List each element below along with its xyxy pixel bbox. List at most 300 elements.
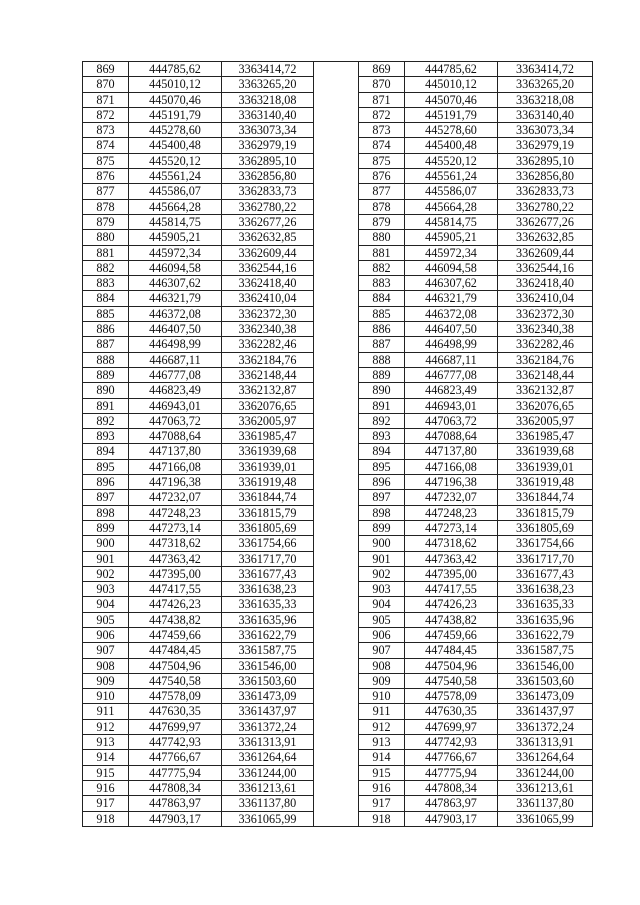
left-x-coordinate-cell: 445010,12 bbox=[129, 77, 222, 92]
left-point-number-cell: 918 bbox=[83, 811, 129, 826]
right-x-coordinate-cell: 447775,94 bbox=[405, 765, 498, 780]
table-row bbox=[83, 475, 593, 490]
column-gap bbox=[314, 245, 359, 260]
right-point-number-cell: 898 bbox=[359, 505, 405, 520]
right-x-coordinate-cell: 446372,08 bbox=[405, 306, 498, 321]
column-gap bbox=[314, 566, 359, 581]
column-gap bbox=[314, 62, 359, 77]
right-y-coordinate-cell: 3361244,00 bbox=[498, 765, 593, 780]
table-row bbox=[83, 337, 593, 352]
left-x-coordinate-cell: 445070,46 bbox=[129, 92, 222, 107]
right-point-number-cell: 881 bbox=[359, 245, 405, 260]
left-point-number-cell: 877 bbox=[83, 184, 129, 199]
left-y-coordinate-cell: 3362005,97 bbox=[222, 413, 314, 428]
table-row bbox=[83, 490, 593, 505]
right-point-number-cell: 874 bbox=[359, 138, 405, 153]
left-y-coordinate-cell: 3362677,26 bbox=[222, 214, 314, 229]
left-x-coordinate-cell: 447318,62 bbox=[129, 536, 222, 551]
right-point-number-cell: 900 bbox=[359, 536, 405, 551]
column-gap bbox=[314, 520, 359, 535]
left-y-coordinate-cell: 3361372,24 bbox=[222, 719, 314, 734]
left-y-coordinate-cell: 3361754,66 bbox=[222, 536, 314, 551]
right-y-coordinate-cell: 3361844,74 bbox=[498, 490, 593, 505]
table-row bbox=[83, 673, 593, 688]
right-y-coordinate-cell: 3361717,70 bbox=[498, 551, 593, 566]
left-point-number-cell: 869 bbox=[83, 62, 129, 77]
table-row bbox=[83, 566, 593, 581]
right-point-number-cell: 871 bbox=[359, 92, 405, 107]
left-point-number-cell: 885 bbox=[83, 306, 129, 321]
left-x-coordinate-cell: 447273,14 bbox=[129, 520, 222, 535]
table-row bbox=[83, 77, 593, 92]
left-y-coordinate-cell: 3361939,01 bbox=[222, 459, 314, 474]
left-x-coordinate-cell: 446407,50 bbox=[129, 322, 222, 337]
left-y-coordinate-cell: 3361587,75 bbox=[222, 643, 314, 658]
right-point-number-cell: 906 bbox=[359, 627, 405, 642]
left-point-number-cell: 891 bbox=[83, 398, 129, 413]
left-point-number-cell: 895 bbox=[83, 459, 129, 474]
table-row bbox=[83, 169, 593, 184]
left-point-number-cell: 881 bbox=[83, 245, 129, 260]
column-gap bbox=[314, 459, 359, 474]
left-y-coordinate-cell: 3362418,40 bbox=[222, 276, 314, 291]
right-y-coordinate-cell: 3362076,65 bbox=[498, 398, 593, 413]
table-row bbox=[83, 291, 593, 306]
left-x-coordinate-cell: 447459,66 bbox=[129, 627, 222, 642]
right-y-coordinate-cell: 3362632,85 bbox=[498, 230, 593, 245]
right-y-coordinate-cell: 3362895,10 bbox=[498, 153, 593, 168]
right-y-coordinate-cell: 3361437,97 bbox=[498, 704, 593, 719]
right-x-coordinate-cell: 446943,01 bbox=[405, 398, 498, 413]
right-y-coordinate-cell: 3361137,80 bbox=[498, 796, 593, 811]
right-y-coordinate-cell: 3362609,44 bbox=[498, 245, 593, 260]
left-x-coordinate-cell: 446687,11 bbox=[129, 352, 222, 367]
right-y-coordinate-cell: 3361372,24 bbox=[498, 719, 593, 734]
left-x-coordinate-cell: 447540,58 bbox=[129, 673, 222, 688]
column-gap bbox=[314, 184, 359, 199]
left-y-coordinate-cell: 3362076,65 bbox=[222, 398, 314, 413]
left-y-coordinate-cell: 3361919,48 bbox=[222, 475, 314, 490]
right-y-coordinate-cell: 3361065,99 bbox=[498, 811, 593, 826]
right-x-coordinate-cell: 446498,99 bbox=[405, 337, 498, 352]
left-x-coordinate-cell: 447578,09 bbox=[129, 689, 222, 704]
left-point-number-cell: 898 bbox=[83, 505, 129, 520]
right-y-coordinate-cell: 3362780,22 bbox=[498, 199, 593, 214]
right-point-number-cell: 883 bbox=[359, 276, 405, 291]
right-point-number-cell: 901 bbox=[359, 551, 405, 566]
left-x-coordinate-cell: 445905,21 bbox=[129, 230, 222, 245]
table-row bbox=[83, 230, 593, 245]
right-y-coordinate-cell: 3362418,40 bbox=[498, 276, 593, 291]
right-x-coordinate-cell: 447742,93 bbox=[405, 735, 498, 750]
right-y-coordinate-cell: 3361677,43 bbox=[498, 566, 593, 581]
right-point-number-cell: 897 bbox=[359, 490, 405, 505]
table-row bbox=[83, 582, 593, 597]
right-y-coordinate-cell: 3361815,79 bbox=[498, 505, 593, 520]
left-point-number-cell: 917 bbox=[83, 796, 129, 811]
left-x-coordinate-cell: 447775,94 bbox=[129, 765, 222, 780]
column-gap bbox=[314, 398, 359, 413]
column-gap bbox=[314, 536, 359, 551]
left-x-coordinate-cell: 447903,17 bbox=[129, 811, 222, 826]
right-point-number-cell: 909 bbox=[359, 673, 405, 688]
left-x-coordinate-cell: 446777,08 bbox=[129, 367, 222, 382]
right-point-number-cell: 899 bbox=[359, 520, 405, 535]
column-gap bbox=[314, 490, 359, 505]
column-gap bbox=[314, 780, 359, 795]
column-gap bbox=[314, 306, 359, 321]
right-x-coordinate-cell: 447137,80 bbox=[405, 444, 498, 459]
column-gap bbox=[314, 551, 359, 566]
left-y-coordinate-cell: 3362833,73 bbox=[222, 184, 314, 199]
right-point-number-cell: 888 bbox=[359, 352, 405, 367]
left-x-coordinate-cell: 447137,80 bbox=[129, 444, 222, 459]
right-x-coordinate-cell: 447630,35 bbox=[405, 704, 498, 719]
right-x-coordinate-cell: 445664,28 bbox=[405, 199, 498, 214]
left-point-number-cell: 886 bbox=[83, 322, 129, 337]
left-y-coordinate-cell: 3361473,09 bbox=[222, 689, 314, 704]
column-gap bbox=[314, 107, 359, 122]
right-y-coordinate-cell: 3362132,87 bbox=[498, 383, 593, 398]
right-point-number-cell: 918 bbox=[359, 811, 405, 826]
table-row bbox=[83, 260, 593, 275]
right-point-number-cell: 910 bbox=[359, 689, 405, 704]
left-y-coordinate-cell: 3363265,20 bbox=[222, 77, 314, 92]
column-gap bbox=[314, 658, 359, 673]
left-y-coordinate-cell: 3362856,80 bbox=[222, 169, 314, 184]
right-y-coordinate-cell: 3363140,40 bbox=[498, 107, 593, 122]
right-y-coordinate-cell: 3361805,69 bbox=[498, 520, 593, 535]
right-x-coordinate-cell: 447273,14 bbox=[405, 520, 498, 535]
column-gap bbox=[314, 153, 359, 168]
left-y-coordinate-cell: 3361635,33 bbox=[222, 597, 314, 612]
table-row bbox=[83, 245, 593, 260]
table-row bbox=[83, 658, 593, 673]
left-y-coordinate-cell: 3361985,47 bbox=[222, 429, 314, 444]
right-point-number-cell: 886 bbox=[359, 322, 405, 337]
left-x-coordinate-cell: 447808,34 bbox=[129, 780, 222, 795]
right-x-coordinate-cell: 447248,23 bbox=[405, 505, 498, 520]
right-x-coordinate-cell: 445010,12 bbox=[405, 77, 498, 92]
right-x-coordinate-cell: 445905,21 bbox=[405, 230, 498, 245]
right-x-coordinate-cell: 446687,11 bbox=[405, 352, 498, 367]
right-y-coordinate-cell: 3362282,46 bbox=[498, 337, 593, 352]
left-x-coordinate-cell: 446943,01 bbox=[129, 398, 222, 413]
right-x-coordinate-cell: 447196,38 bbox=[405, 475, 498, 490]
left-x-coordinate-cell: 447438,82 bbox=[129, 612, 222, 627]
right-y-coordinate-cell: 3361919,48 bbox=[498, 475, 593, 490]
coordinate-table bbox=[82, 61, 593, 827]
left-y-coordinate-cell: 3361805,69 bbox=[222, 520, 314, 535]
table-row bbox=[83, 383, 593, 398]
right-x-coordinate-cell: 446321,79 bbox=[405, 291, 498, 306]
table-row bbox=[83, 276, 593, 291]
left-point-number-cell: 887 bbox=[83, 337, 129, 352]
column-gap bbox=[314, 169, 359, 184]
column-gap bbox=[314, 475, 359, 490]
right-x-coordinate-cell: 447438,82 bbox=[405, 612, 498, 627]
column-gap bbox=[314, 673, 359, 688]
table-row bbox=[83, 765, 593, 780]
right-y-coordinate-cell: 3362979,19 bbox=[498, 138, 593, 153]
right-y-coordinate-cell: 3361985,47 bbox=[498, 429, 593, 444]
column-gap bbox=[314, 735, 359, 750]
left-point-number-cell: 915 bbox=[83, 765, 129, 780]
left-y-coordinate-cell: 3361622,79 bbox=[222, 627, 314, 642]
left-point-number-cell: 871 bbox=[83, 92, 129, 107]
left-point-number-cell: 890 bbox=[83, 383, 129, 398]
right-y-coordinate-cell: 3361587,75 bbox=[498, 643, 593, 658]
right-x-coordinate-cell: 445400,48 bbox=[405, 138, 498, 153]
left-x-coordinate-cell: 447063,72 bbox=[129, 413, 222, 428]
left-y-coordinate-cell: 3362609,44 bbox=[222, 245, 314, 260]
left-y-coordinate-cell: 3362282,46 bbox=[222, 337, 314, 352]
right-x-coordinate-cell: 445586,07 bbox=[405, 184, 498, 199]
left-x-coordinate-cell: 445664,28 bbox=[129, 199, 222, 214]
table-row bbox=[83, 796, 593, 811]
left-x-coordinate-cell: 445191,79 bbox=[129, 107, 222, 122]
right-point-number-cell: 915 bbox=[359, 765, 405, 780]
left-y-coordinate-cell: 3361844,74 bbox=[222, 490, 314, 505]
column-gap bbox=[314, 383, 359, 398]
left-point-number-cell: 903 bbox=[83, 582, 129, 597]
left-y-coordinate-cell: 3362148,44 bbox=[222, 367, 314, 382]
left-x-coordinate-cell: 447766,67 bbox=[129, 750, 222, 765]
left-point-number-cell: 889 bbox=[83, 367, 129, 382]
right-point-number-cell: 896 bbox=[359, 475, 405, 490]
right-y-coordinate-cell: 3361754,66 bbox=[498, 536, 593, 551]
table-row bbox=[83, 750, 593, 765]
right-point-number-cell: 914 bbox=[359, 750, 405, 765]
column-gap bbox=[314, 597, 359, 612]
left-point-number-cell: 909 bbox=[83, 673, 129, 688]
column-gap bbox=[314, 582, 359, 597]
right-point-number-cell: 902 bbox=[359, 566, 405, 581]
right-point-number-cell: 893 bbox=[359, 429, 405, 444]
left-x-coordinate-cell: 447363,42 bbox=[129, 551, 222, 566]
right-y-coordinate-cell: 3362410,04 bbox=[498, 291, 593, 306]
right-y-coordinate-cell: 3361638,23 bbox=[498, 582, 593, 597]
left-x-coordinate-cell: 445520,12 bbox=[129, 153, 222, 168]
table-row bbox=[83, 627, 593, 642]
left-x-coordinate-cell: 446372,08 bbox=[129, 306, 222, 321]
right-x-coordinate-cell: 447504,96 bbox=[405, 658, 498, 673]
right-point-number-cell: 887 bbox=[359, 337, 405, 352]
left-point-number-cell: 911 bbox=[83, 704, 129, 719]
right-y-coordinate-cell: 3361264,64 bbox=[498, 750, 593, 765]
left-y-coordinate-cell: 3361244,00 bbox=[222, 765, 314, 780]
right-point-number-cell: 911 bbox=[359, 704, 405, 719]
right-point-number-cell: 895 bbox=[359, 459, 405, 474]
right-x-coordinate-cell: 447540,58 bbox=[405, 673, 498, 688]
right-y-coordinate-cell: 3361546,00 bbox=[498, 658, 593, 673]
right-y-coordinate-cell: 3362856,80 bbox=[498, 169, 593, 184]
table-row bbox=[83, 352, 593, 367]
left-y-coordinate-cell: 3362372,30 bbox=[222, 306, 314, 321]
column-gap bbox=[314, 612, 359, 627]
left-y-coordinate-cell: 3361546,00 bbox=[222, 658, 314, 673]
column-gap bbox=[314, 505, 359, 520]
table-row bbox=[83, 306, 593, 321]
right-x-coordinate-cell: 444785,62 bbox=[405, 62, 498, 77]
column-gap bbox=[314, 123, 359, 138]
column-gap bbox=[314, 796, 359, 811]
left-y-coordinate-cell: 3362895,10 bbox=[222, 153, 314, 168]
column-gap bbox=[314, 643, 359, 658]
left-point-number-cell: 880 bbox=[83, 230, 129, 245]
left-x-coordinate-cell: 445400,48 bbox=[129, 138, 222, 153]
right-point-number-cell: 907 bbox=[359, 643, 405, 658]
left-point-number-cell: 884 bbox=[83, 291, 129, 306]
right-x-coordinate-cell: 446094,58 bbox=[405, 260, 498, 275]
left-x-coordinate-cell: 447395,00 bbox=[129, 566, 222, 581]
left-point-number-cell: 872 bbox=[83, 107, 129, 122]
right-point-number-cell: 905 bbox=[359, 612, 405, 627]
left-x-coordinate-cell: 447863,97 bbox=[129, 796, 222, 811]
right-point-number-cell: 904 bbox=[359, 597, 405, 612]
right-x-coordinate-cell: 447363,42 bbox=[405, 551, 498, 566]
table-row bbox=[83, 536, 593, 551]
right-x-coordinate-cell: 447166,08 bbox=[405, 459, 498, 474]
left-y-coordinate-cell: 3361264,64 bbox=[222, 750, 314, 765]
left-x-coordinate-cell: 444785,62 bbox=[129, 62, 222, 77]
left-x-coordinate-cell: 445814,75 bbox=[129, 214, 222, 229]
right-y-coordinate-cell: 3361473,09 bbox=[498, 689, 593, 704]
right-x-coordinate-cell: 447903,17 bbox=[405, 811, 498, 826]
left-point-number-cell: 908 bbox=[83, 658, 129, 673]
right-x-coordinate-cell: 447232,07 bbox=[405, 490, 498, 505]
right-point-number-cell: 873 bbox=[359, 123, 405, 138]
left-y-coordinate-cell: 3361213,61 bbox=[222, 780, 314, 795]
right-x-coordinate-cell: 447863,97 bbox=[405, 796, 498, 811]
right-x-coordinate-cell: 445520,12 bbox=[405, 153, 498, 168]
left-y-coordinate-cell: 3362184,76 bbox=[222, 352, 314, 367]
right-point-number-cell: 912 bbox=[359, 719, 405, 734]
left-point-number-cell: 907 bbox=[83, 643, 129, 658]
left-point-number-cell: 879 bbox=[83, 214, 129, 229]
left-y-coordinate-cell: 3362780,22 bbox=[222, 199, 314, 214]
right-point-number-cell: 908 bbox=[359, 658, 405, 673]
right-x-coordinate-cell: 447417,55 bbox=[405, 582, 498, 597]
left-point-number-cell: 905 bbox=[83, 612, 129, 627]
left-x-coordinate-cell: 445972,34 bbox=[129, 245, 222, 260]
left-x-coordinate-cell: 447166,08 bbox=[129, 459, 222, 474]
right-y-coordinate-cell: 3361622,79 bbox=[498, 627, 593, 642]
left-point-number-cell: 870 bbox=[83, 77, 129, 92]
column-gap bbox=[314, 627, 359, 642]
left-x-coordinate-cell: 447742,93 bbox=[129, 735, 222, 750]
table-row bbox=[83, 413, 593, 428]
column-gap bbox=[314, 230, 359, 245]
column-gap bbox=[314, 750, 359, 765]
table-row bbox=[83, 398, 593, 413]
column-gap bbox=[314, 444, 359, 459]
right-x-coordinate-cell: 446823,49 bbox=[405, 383, 498, 398]
right-y-coordinate-cell: 3362677,26 bbox=[498, 214, 593, 229]
table-row bbox=[83, 505, 593, 520]
left-point-number-cell: 901 bbox=[83, 551, 129, 566]
left-point-number-cell: 888 bbox=[83, 352, 129, 367]
left-x-coordinate-cell: 445561,24 bbox=[129, 169, 222, 184]
column-gap bbox=[314, 367, 359, 382]
left-point-number-cell: 894 bbox=[83, 444, 129, 459]
left-x-coordinate-cell: 446321,79 bbox=[129, 291, 222, 306]
left-y-coordinate-cell: 3361815,79 bbox=[222, 505, 314, 520]
right-x-coordinate-cell: 447808,34 bbox=[405, 780, 498, 795]
right-point-number-cell: 882 bbox=[359, 260, 405, 275]
right-y-coordinate-cell: 3361213,61 bbox=[498, 780, 593, 795]
right-x-coordinate-cell: 447395,00 bbox=[405, 566, 498, 581]
table-row bbox=[83, 551, 593, 566]
table-row bbox=[83, 444, 593, 459]
right-y-coordinate-cell: 3361939,01 bbox=[498, 459, 593, 474]
left-y-coordinate-cell: 3362632,85 bbox=[222, 230, 314, 245]
right-point-number-cell: 913 bbox=[359, 735, 405, 750]
left-y-coordinate-cell: 3363140,40 bbox=[222, 107, 314, 122]
right-x-coordinate-cell: 447088,64 bbox=[405, 429, 498, 444]
left-point-number-cell: 899 bbox=[83, 520, 129, 535]
table-row bbox=[83, 520, 593, 535]
left-y-coordinate-cell: 3361638,23 bbox=[222, 582, 314, 597]
right-point-number-cell: 903 bbox=[359, 582, 405, 597]
right-point-number-cell: 878 bbox=[359, 199, 405, 214]
right-x-coordinate-cell: 447578,09 bbox=[405, 689, 498, 704]
left-x-coordinate-cell: 446823,49 bbox=[129, 383, 222, 398]
right-y-coordinate-cell: 3362833,73 bbox=[498, 184, 593, 199]
left-point-number-cell: 875 bbox=[83, 153, 129, 168]
left-x-coordinate-cell: 447699,97 bbox=[129, 719, 222, 734]
table-row bbox=[83, 704, 593, 719]
column-gap bbox=[314, 92, 359, 107]
left-point-number-cell: 873 bbox=[83, 123, 129, 138]
right-y-coordinate-cell: 3362372,30 bbox=[498, 306, 593, 321]
column-gap bbox=[314, 260, 359, 275]
left-y-coordinate-cell: 3362340,38 bbox=[222, 322, 314, 337]
right-x-coordinate-cell: 445191,79 bbox=[405, 107, 498, 122]
left-y-coordinate-cell: 3363073,34 bbox=[222, 123, 314, 138]
left-point-number-cell: 913 bbox=[83, 735, 129, 750]
column-gap bbox=[314, 811, 359, 826]
left-x-coordinate-cell: 447232,07 bbox=[129, 490, 222, 505]
column-gap bbox=[314, 689, 359, 704]
column-gap bbox=[314, 199, 359, 214]
left-point-number-cell: 914 bbox=[83, 750, 129, 765]
left-point-number-cell: 916 bbox=[83, 780, 129, 795]
table-row bbox=[83, 643, 593, 658]
right-point-number-cell: 884 bbox=[359, 291, 405, 306]
right-point-number-cell: 892 bbox=[359, 413, 405, 428]
table-row bbox=[83, 367, 593, 382]
right-point-number-cell: 917 bbox=[359, 796, 405, 811]
right-x-coordinate-cell: 445972,34 bbox=[405, 245, 498, 260]
right-x-coordinate-cell: 446777,08 bbox=[405, 367, 498, 382]
right-point-number-cell: 890 bbox=[359, 383, 405, 398]
column-gap bbox=[314, 719, 359, 734]
right-y-coordinate-cell: 3363073,34 bbox=[498, 123, 593, 138]
left-point-number-cell: 896 bbox=[83, 475, 129, 490]
left-point-number-cell: 876 bbox=[83, 169, 129, 184]
table-row bbox=[83, 780, 593, 795]
table-row bbox=[83, 153, 593, 168]
table-row bbox=[83, 107, 593, 122]
table-row bbox=[83, 123, 593, 138]
left-y-coordinate-cell: 3361065,99 bbox=[222, 811, 314, 826]
right-x-coordinate-cell: 447318,62 bbox=[405, 536, 498, 551]
left-x-coordinate-cell: 445586,07 bbox=[129, 184, 222, 199]
left-point-number-cell: 874 bbox=[83, 138, 129, 153]
right-y-coordinate-cell: 3362148,44 bbox=[498, 367, 593, 382]
right-y-coordinate-cell: 3361313,91 bbox=[498, 735, 593, 750]
